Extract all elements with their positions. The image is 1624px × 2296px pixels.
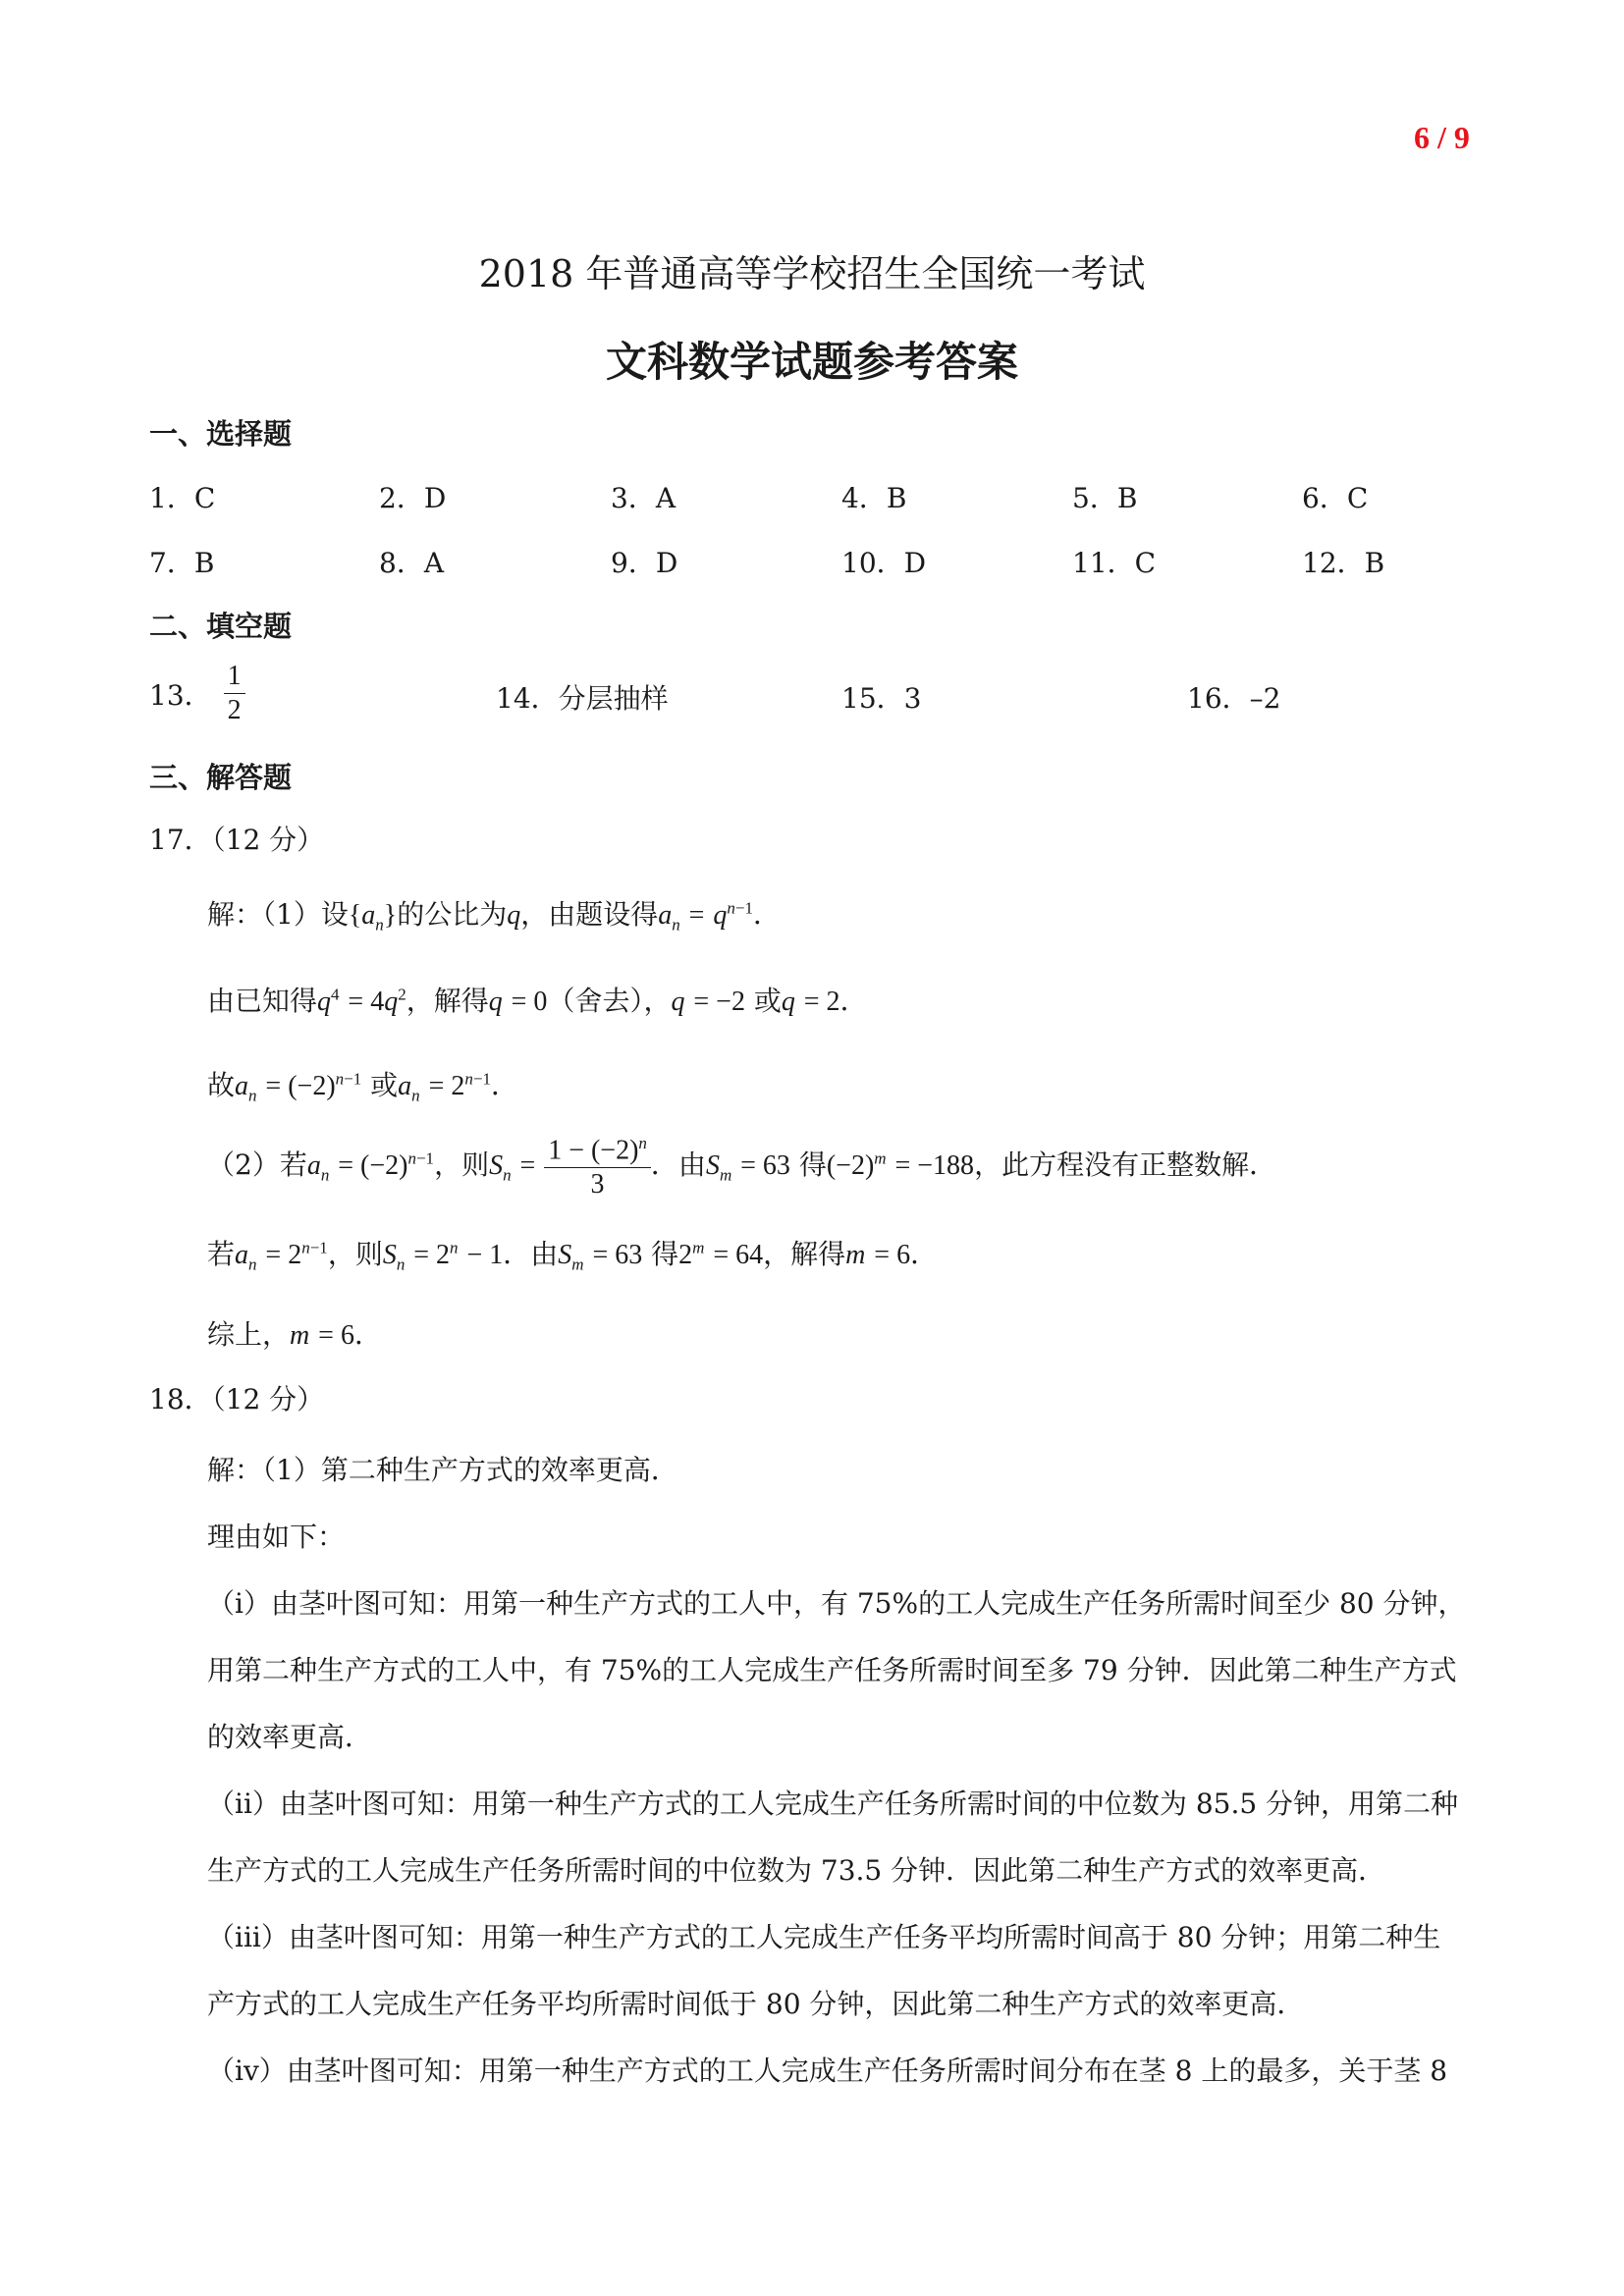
p18-line-1: 解：（1）第二种生产方式的效率更高．	[207, 1454, 678, 1486]
choice-answer: 7．B	[149, 547, 215, 579]
p18-line-4: 用第二种生产方式的工人中，有 75%的工人完成生产任务所需时间至多 79 分钟．因此第二种生产方式	[207, 1654, 1457, 1686]
choice-answer: 10．D	[841, 547, 927, 579]
section-heading-choice: 一、选择题	[149, 417, 293, 451]
p17-line-4: （2）若$a_n = (-2)^{n-1}$，则$S_n$ = $\frac{1 - (-2)^n}{3}$ ．由$S_m = 63$ 得$(-2)^m = -188$，此方程没有正整数解．	[207, 1127, 1276, 1201]
p18-line-5: 的效率更高．	[207, 1721, 373, 1753]
section-heading-fill: 二、填空题	[149, 610, 293, 643]
choice-answer: 2．D	[379, 482, 447, 514]
choice-answer: 9．D	[611, 547, 678, 579]
fill-answer-label: 13．	[149, 678, 212, 712]
choice-answer: 8．A	[379, 547, 445, 579]
choice-answer: 6．C	[1302, 482, 1369, 514]
page-title: 2018 年普通高等学校招生全国统一考试	[478, 252, 1146, 295]
p18-line-8: （iii）由茎叶图可知：用第一种生产方式的工人完成生产任务平均所需时间高于 80 分钟；用第二种生	[207, 1921, 1441, 1953]
fill-answer-13	[149, 660, 245, 727]
p17-line-2: 由已知得$q^4 = 4q^2$，解得q = 0（舍去），q = −2 或q = 2．	[207, 985, 868, 1017]
p18-line-7: 生产方式的工人完成生产任务所需时间的中位数为 73.5 分钟．因此第二种生产方式的效率更高．	[207, 1854, 1386, 1887]
problem-18-header: 18．（12 分）	[149, 1383, 325, 1415]
fill-answer-16: 16．–2	[1187, 682, 1281, 715]
p18-line-3: （i）由茎叶图可知：用第一种生产方式的工人中，有 75%的工人完成生产任务所需时间至少 80 分钟，	[207, 1587, 1466, 1620]
p17-line-3: 故$a_n = (-2)^{n-1}$ 或$a_n = 2^{n-1}$．	[207, 1069, 518, 1105]
p18-line-6: （ii）由茎叶图可知：用第一种生产方式的工人完成生产任务所需时间的中位数为 85.5 分钟，用第二种	[207, 1788, 1459, 1820]
section-heading-solution: 三、解答题	[149, 761, 293, 794]
p17-line-5: 若$a_n = 2^{n-1}$，则$S_n = 2^n - 1$．由$S_m = 63$ 得2$^m$ = 64，解得m = 6．	[207, 1238, 939, 1274]
choice-answer: 1．C	[149, 482, 216, 514]
p18-line-2: 理由如下：	[207, 1521, 346, 1553]
choice-answer: 5．B	[1072, 482, 1138, 514]
choice-answer: 12．B	[1302, 547, 1385, 579]
p18-line-10: （iv）由茎叶图可知：用第一种生产方式的工人完成生产任务所需时间分布在茎 8 上的最多，关于茎 8	[207, 2055, 1448, 2087]
choice-answer: 11．C	[1072, 547, 1157, 579]
p17-line-1: 解：（1）设$\{a_n\}$的公比为q，由题设得$a_n = q^{n-1}$．	[207, 898, 781, 934]
p17-line-6: 综上，m = 6．	[207, 1318, 382, 1351]
choice-answer: 3．A	[611, 482, 677, 514]
fraction: $\frac{1 - (-2)^n}{3}$	[544, 1127, 651, 1201]
page-subtitle: 文科数学试题参考答案	[605, 338, 1018, 386]
fill-answer-15: 15．3	[841, 682, 922, 715]
fraction: $\frac{1}{2}$	[224, 660, 245, 727]
problem-17-header: 17．（12 分）	[149, 824, 325, 856]
page-number: 6 / 9	[1414, 120, 1470, 155]
p18-line-9: 产方式的工人完成生产任务平均所需时间低于 80 分钟，因此第二种生产方式的效率更高．	[207, 1988, 1305, 2020]
choice-answer: 4．B	[841, 482, 907, 514]
fill-answer-14: 14．分层抽样	[496, 682, 669, 715]
